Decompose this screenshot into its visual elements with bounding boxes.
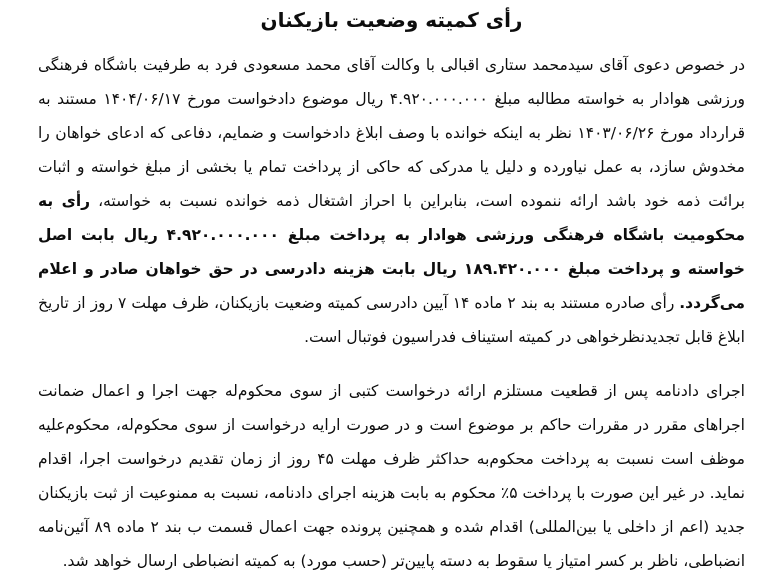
ruling-paragraph <box>38 48 745 354</box>
ruling-appeal-text: رأی صادره مستند به بند ۲ ماده ۱۴ آیین دادرسی کمیته وضعیت بازیکنان، ظرف مهلت ۷ روز از تاریخ ابلاغ قابل تجدیدنظرخواهی در کمیته استیناف فدراسیون فوتبال است. <box>38 294 745 346</box>
ruling-intro-text: در خصوص دعوی آقای سیدمحمد ستاری اقبالی با وکالت آقای محمد مسعودی فرد به طرفیت باشگاه فرهنگی ورزشی هوادار به خواسته مطالبه مبلغ ۴.۹۲۰.۰۰۰.۰۰۰ ریال موضوع دادخواست مورخ ۱۴۰۴/۰۶/۱۷ مستند به قرارداد مورخ ۱۴۰۳/۰۶/۲۶ نظر به اینکه خوانده با وصف ابلاغ دادخواست و ضمایم، دفاعی که ادعای خواهان را مخدوش سازد، به عمل نیاورده و دلیل یا مدرکی که حاکی از پرداخت تمام یا بخشی از مبلغ خواسته و اثبات برائت ذمه خود باشد ارائه ننموده است، بنابراین با احراز اشتغال ذمه خوانده نسبت به خواسته، <box>38 56 745 210</box>
ruling-verdict-bold-text: رأی به محکومیت باشگاه فرهنگی ورزشی هوادار به پرداخت مبلغ ۴.۹۲۰.۰۰۰.۰۰۰ ریال بابت اصل خواسته و پرداخت مبلغ ۱۸۹.۴۲۰.۰۰۰ ریال بابت هزینه دادرسی در حق خواهان صادر و اعلام می‌گردد. <box>38 192 746 312</box>
document-title: رأی کمیته وضعیت بازیکنان <box>260 8 523 32</box>
enforcement-paragraph: اجرای دادنامه پس از قطعیت مستلزم ارائه درخواست کتبی از سوی محکوم‌له جهت اجرا و اعمال ضمانت اجراهای مقرر در مقررات حاکم بر موضوع است و در صورت ارایه درخواست از سوی محکوم‌له، محکوم‌علیه موظف است نسبت به پرداخت محکوم‌به حداکثر ظرف مهلت ۴۵ روز از زمان تقدیم درخواست اجرا، اقدام نماید. در غیر این صورت با پرداخت ۵٪ محکوم به بابت هزینه اجرای دادنامه، نسبت به ممنوعیت از ثبت بازیکنان جدید (اعم از داخلی یا بین‌المللی) اقدام شده و همچنین پرونده جهت اعمال قسمت ب بند ۲ ماده ۸۹ آئین‌نامه انضباطی، ناظر بر کسر امتیاز یا سقوط به دسته پایین‌تر (حسب مورد) به کمیته انضباطی ارسال خواهد شد. <box>38 382 745 570</box>
